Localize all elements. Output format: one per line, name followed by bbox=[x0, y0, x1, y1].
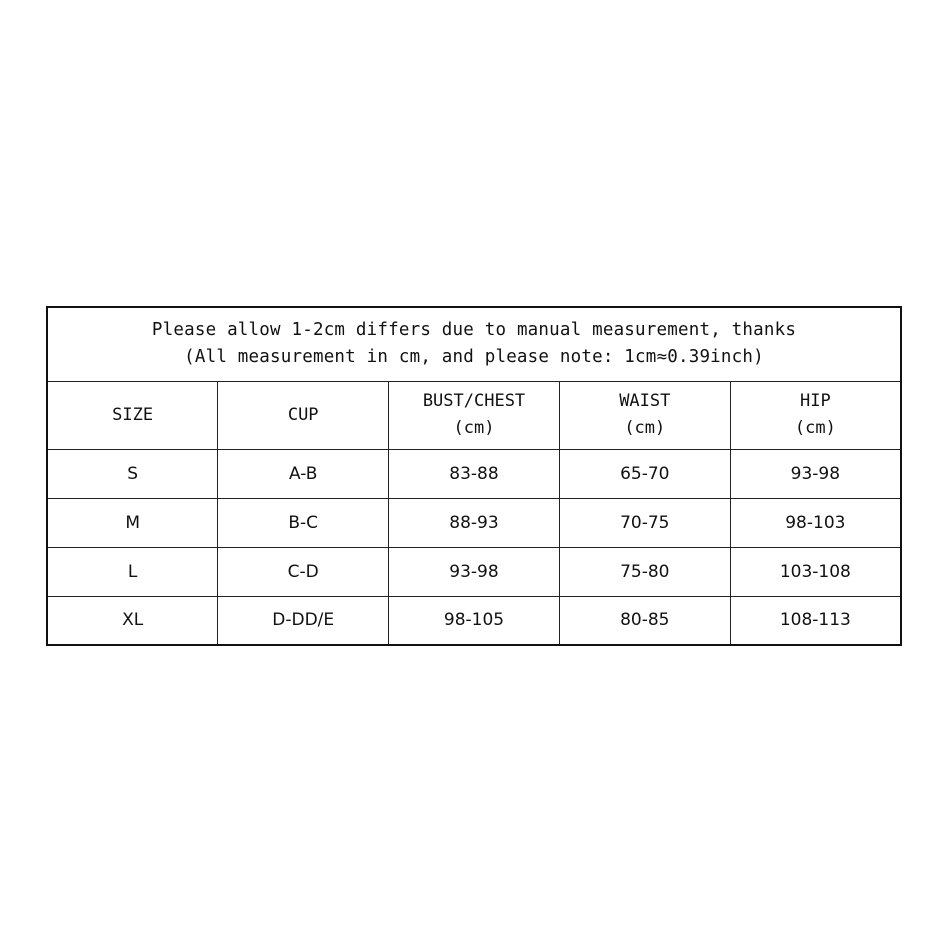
waist-cell: 65-70 bbox=[559, 449, 730, 498]
column-header-waist bbox=[559, 381, 730, 449]
column-header-bust bbox=[389, 381, 560, 449]
cup-cell: A-B bbox=[218, 449, 389, 498]
table-row bbox=[47, 449, 901, 498]
note-row bbox=[47, 307, 901, 381]
hip-cell: 93-98 bbox=[730, 449, 901, 498]
table-row bbox=[47, 498, 901, 547]
size-chart-table bbox=[46, 306, 902, 646]
hip-cell: 108-113 bbox=[730, 596, 901, 645]
bust-cell: 93-98 bbox=[389, 547, 560, 596]
waist-cell: 80-85 bbox=[559, 596, 730, 645]
size-cell: L bbox=[47, 547, 218, 596]
bust-cell: 98-105 bbox=[389, 596, 560, 645]
column-header-label: BUST/CHEST bbox=[422, 391, 526, 411]
bust-cell: 88-93 bbox=[389, 498, 560, 547]
size-cell: S bbox=[47, 449, 218, 498]
column-header-size bbox=[47, 381, 218, 449]
column-header-label: SIZE bbox=[112, 404, 154, 425]
size-cell: M bbox=[47, 498, 218, 547]
column-header-unit: (cm) bbox=[624, 418, 666, 438]
column-header-label: CUP bbox=[287, 404, 319, 425]
cup-cell: D-DD/E bbox=[218, 596, 389, 645]
column-header-label: WAIST bbox=[619, 391, 671, 411]
column-header-cup bbox=[218, 381, 389, 449]
table-row bbox=[47, 547, 901, 596]
hip-cell: 98-103 bbox=[730, 498, 901, 547]
waist-cell: 75-80 bbox=[559, 547, 730, 596]
column-header-unit: (cm) bbox=[453, 418, 495, 438]
cup-cell: C-D bbox=[218, 547, 389, 596]
waist-cell: 70-75 bbox=[559, 498, 730, 547]
column-header-label: HIP bbox=[799, 391, 831, 411]
note-line-2: (All measurement in cm, and please note: 1cm≈0.39inch) bbox=[184, 347, 764, 368]
note-line-1: Please allow 1-2cm differs due to manual measurement, thanks bbox=[151, 320, 797, 341]
table-row bbox=[47, 596, 901, 645]
hip-cell: 103-108 bbox=[730, 547, 901, 596]
bust-cell: 83-88 bbox=[389, 449, 560, 498]
cup-cell: B-C bbox=[218, 498, 389, 547]
column-header-hip bbox=[730, 381, 901, 449]
column-header-unit: (cm) bbox=[794, 418, 836, 438]
measurement-note bbox=[47, 307, 901, 381]
size-cell: XL bbox=[47, 596, 218, 645]
header-row bbox=[47, 381, 901, 449]
